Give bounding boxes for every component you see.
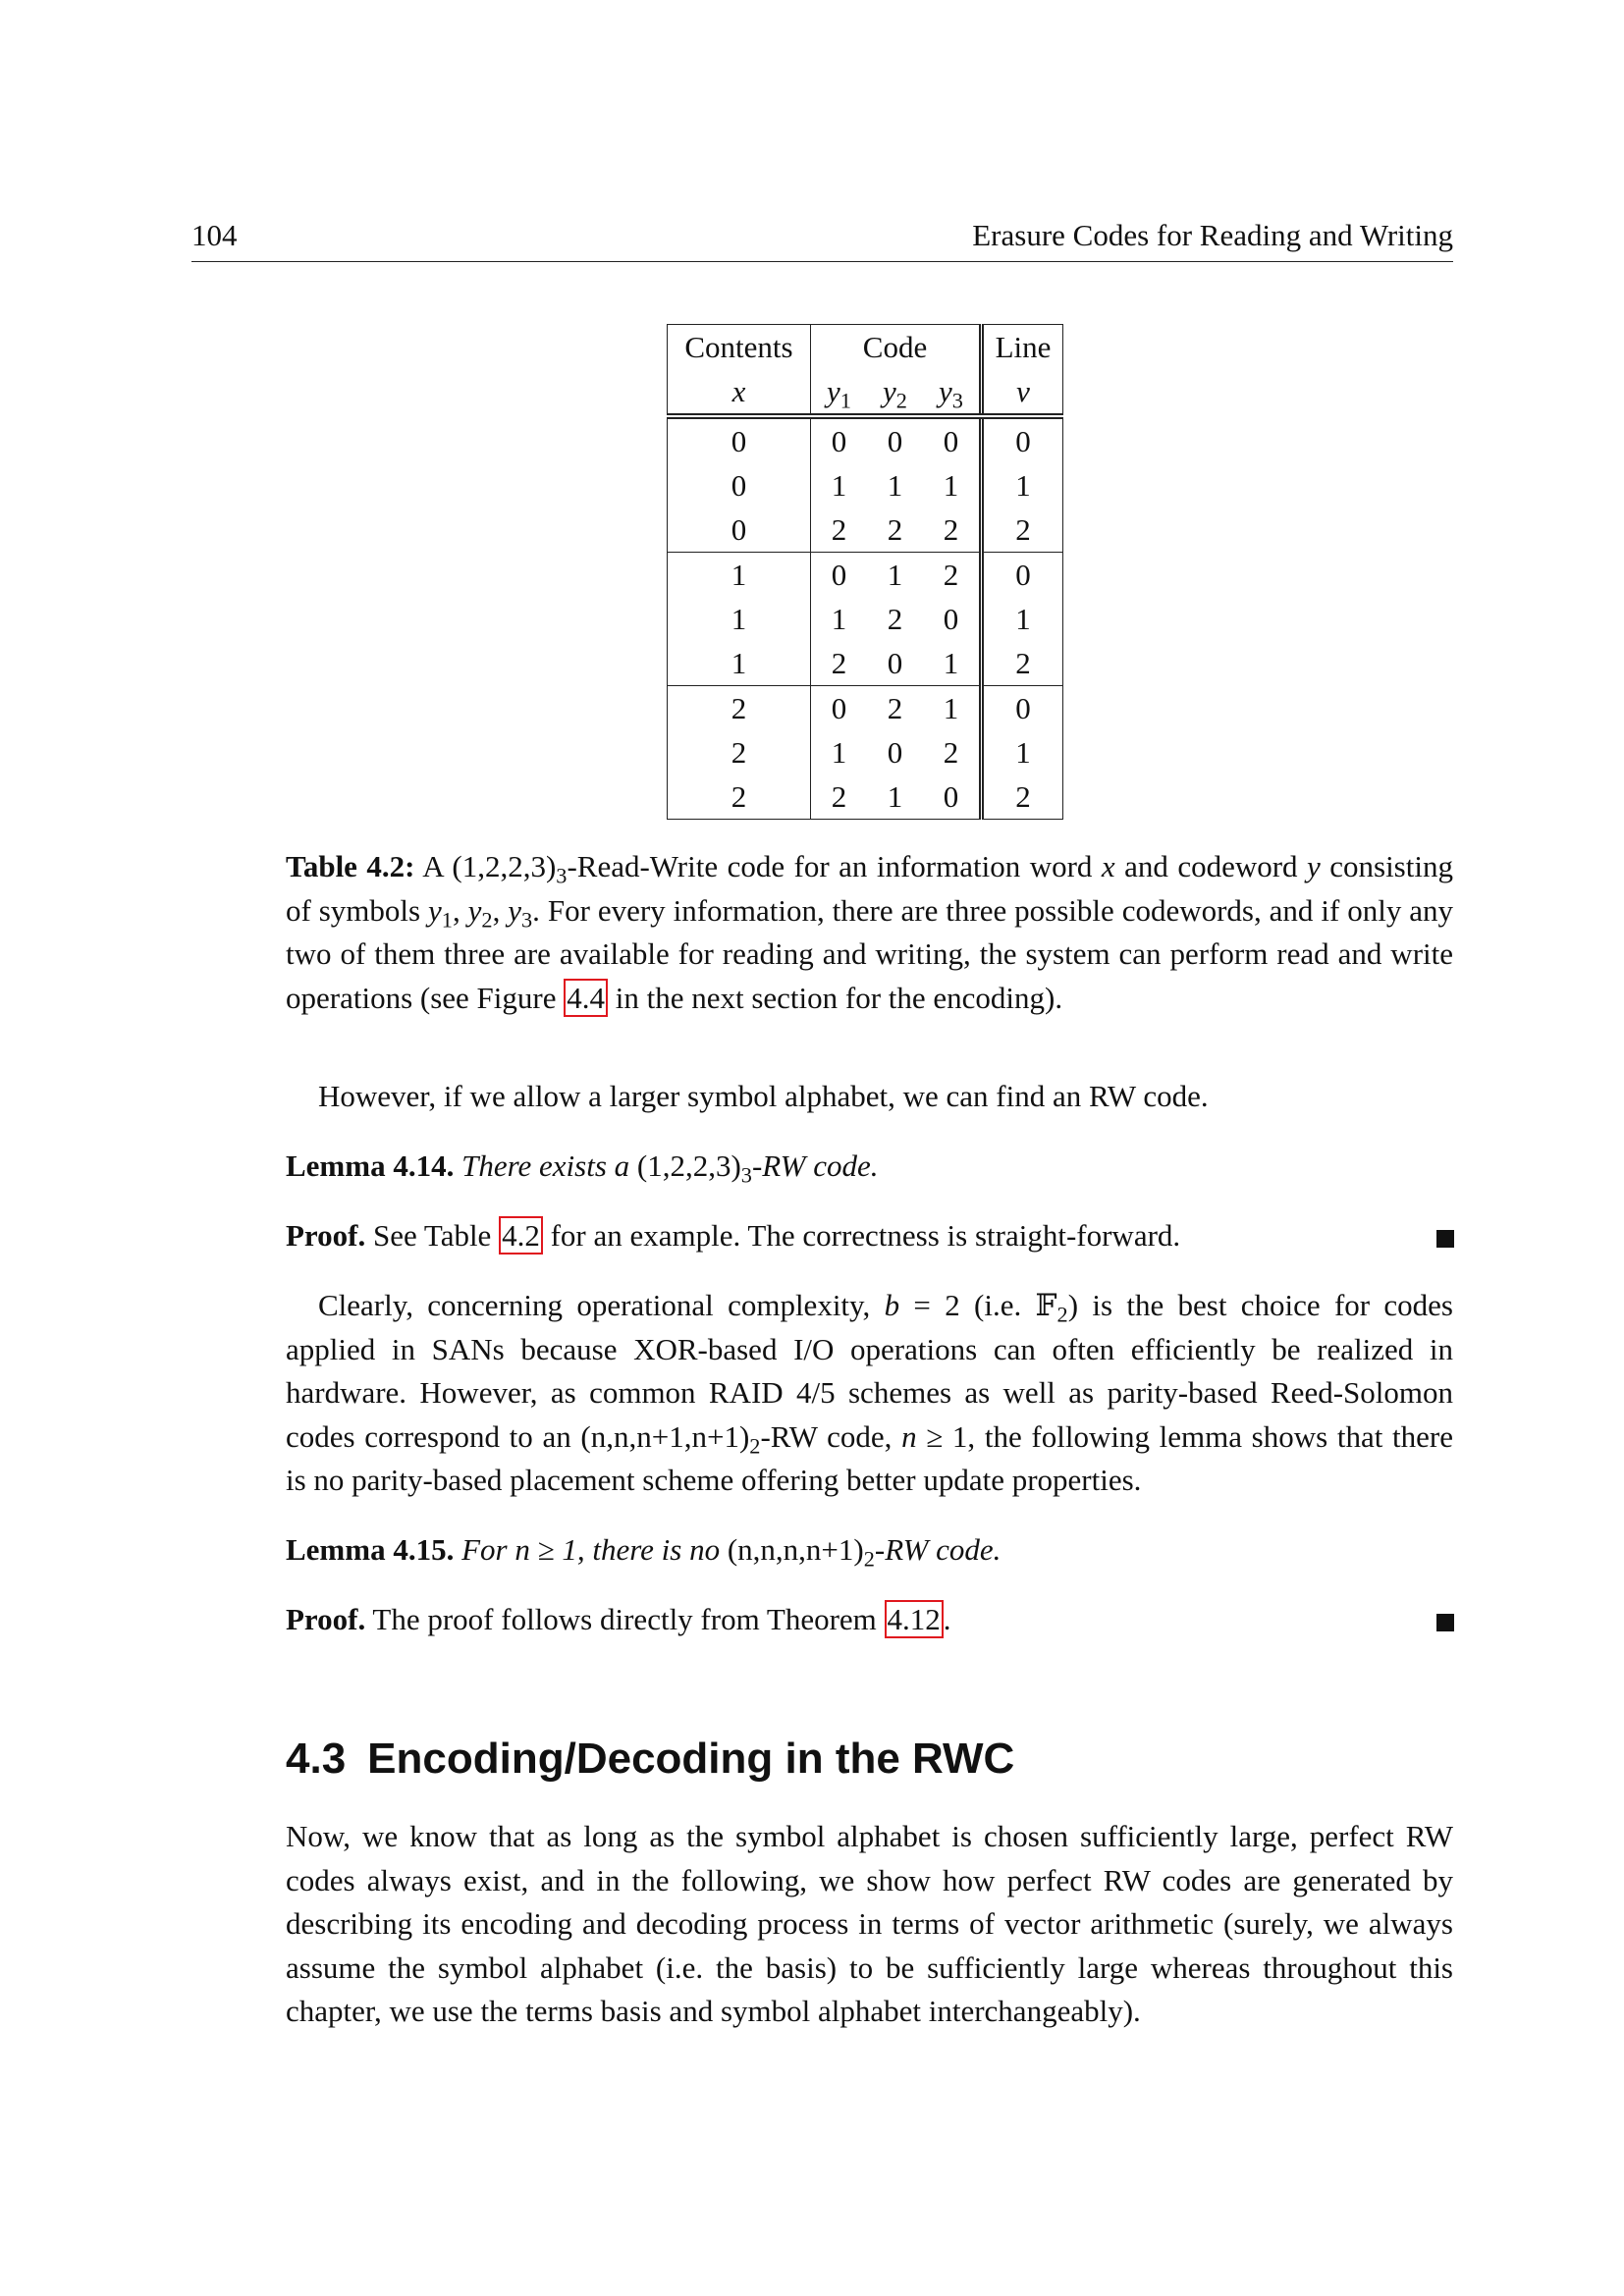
- cell-v: 2: [982, 507, 1063, 553]
- cell-y1: 2: [811, 774, 868, 820]
- table-caption: Table 4.2: A $(1,2,2,3)_3-Read$-Write code for an information word x and codeword y consisting of symbols $y_1$, $y_2$, $y_3$. For every information, there are three possible codewords, and if only any two of them three are available for reading and writing, the system can perform read and write operations (see Figure 4.4 in the next section for the encoding).: [286, 849, 1454, 1015]
- cell-x: 2: [668, 686, 811, 731]
- lemma-4-15: Lemma 4.15. For n ≥ 1, there is no $(n,n,n,n+1)_2-RW$ code.: [286, 1532, 1001, 1572]
- cell-x: 2: [668, 774, 811, 820]
- subheader-y2: $y_2$: [867, 369, 923, 416]
- cell-x: 2: [668, 730, 811, 774]
- proof-1: Proof. See Table 4.2 for an example. The correctness is straight-forward.: [286, 1218, 1181, 1253]
- table-header-row: [668, 325, 1063, 370]
- cell-v: 0: [982, 416, 1063, 463]
- subheader-x: x: [668, 369, 811, 416]
- table-subheader-row: [668, 369, 1063, 416]
- cell-y3: 2: [923, 507, 982, 553]
- cell-y2: 2: [887, 602, 903, 636]
- figure-ref-link[interactable]: 4.4: [564, 979, 608, 1017]
- cell-v: 0: [982, 686, 1063, 731]
- running-title: Erasure Codes for Reading and Writing: [972, 218, 1453, 252]
- cell-y2: 1: [867, 553, 923, 598]
- cell-y3: 2: [923, 553, 982, 598]
- running-header: [191, 218, 1453, 262]
- cell-y3: 2: [923, 730, 982, 774]
- cell-y1: 0: [811, 686, 868, 731]
- cell-y2: 0: [867, 416, 923, 463]
- table-row: [668, 416, 1063, 463]
- subheader-y1: $y_1$: [811, 369, 868, 416]
- page-number: 104: [191, 218, 238, 252]
- cell-y3: 1: [923, 686, 982, 731]
- table-row: [668, 463, 1063, 507]
- subheader-y3: $y_3$: [923, 369, 982, 416]
- cell-y2: 1: [887, 468, 903, 503]
- cell-y1: 2: [831, 646, 847, 680]
- cell-x: 0: [668, 416, 811, 463]
- cell-x: 1: [668, 641, 811, 686]
- table-row: [668, 774, 1063, 820]
- cell-x: 0: [668, 507, 811, 553]
- header-line: Line: [982, 325, 1063, 370]
- header-code: Code: [811, 325, 982, 370]
- cell-y2: 2: [887, 512, 903, 547]
- paragraph-larger-alphabet: However, if we allow a larger symbol alphabet, we can find an RW code.: [318, 1079, 1209, 1113]
- cell-x: 1: [668, 597, 811, 641]
- cell-v: 1: [982, 463, 1063, 507]
- cell-y2: 0: [887, 646, 903, 680]
- cell-y1: 1: [831, 468, 847, 503]
- proof-2: Proof. The proof follows directly from Theorem 4.12.: [286, 1602, 951, 1636]
- cell-v: 2: [982, 774, 1063, 820]
- cell-v: 1: [982, 597, 1063, 641]
- cell-x: 0: [668, 463, 811, 507]
- section-heading: 4.3 Encoding/Decoding in the RWC: [286, 1735, 1015, 1783]
- table-row: [668, 730, 1063, 774]
- table-row: [668, 507, 1063, 553]
- cell-y1: 2: [831, 512, 847, 547]
- theorem-ref-link[interactable]: 4.12: [885, 1600, 944, 1638]
- cell-v: 2: [982, 641, 1063, 686]
- table-row: [668, 553, 1063, 598]
- header-contents: Contents: [668, 325, 811, 370]
- cell-v: 0: [982, 553, 1063, 598]
- table-row: [668, 686, 1063, 731]
- cell-y3: 0: [923, 774, 982, 820]
- lemma-4-14: Lemma 4.14. There exists a $(1,2,2,3)_3-RW$ code.: [286, 1148, 879, 1188]
- cell-y3: 1: [923, 641, 982, 686]
- cell-v: 1: [982, 730, 1063, 774]
- cell-y1: 0: [811, 553, 868, 598]
- cell-y1: 1: [831, 602, 847, 636]
- code-table: [667, 324, 1063, 820]
- cell-y1: 0: [811, 416, 868, 463]
- cell-y1: 1: [831, 735, 847, 770]
- cell-x: 1: [668, 553, 811, 598]
- table-row: [668, 597, 1063, 641]
- cell-y2: 0: [887, 735, 903, 770]
- qed-square-icon: [1436, 1614, 1454, 1631]
- cell-y3: 0: [923, 597, 982, 641]
- paragraph-encoding-intro: Now, we know that as long as the symbol alphabet is chosen sufficiently large, perfect RW codes always exist, and in the following, we show how perfect RW codes are generated by describing its encoding and decoding process in terms of vector arithmetic (surely, we always assume the symbol alphabet (i.e. the basis) to be sufficiently large whereas throughout this chapter, we use the terms basis and symbol alphabet interchangeably).: [286, 1819, 1453, 2028]
- qed-square-icon: [1436, 1230, 1454, 1248]
- cell-y3: 1: [923, 463, 982, 507]
- table-row: [668, 641, 1063, 686]
- cell-y2: 2: [867, 686, 923, 731]
- table-ref-link[interactable]: 4.2: [499, 1216, 543, 1255]
- subheader-v: v: [982, 369, 1063, 416]
- paragraph-operational-complexity: Clearly, concerning operational complexity, b = 2 (i.e. 𝔽$_2$) is the best choice for codes applied in SANs because XOR-based I/O operations can often efficiently be realized in hardware. However, as common RAID 4/5 schemes as well as parity-based Reed-Solomon codes correspond to an $(n,n,n+1,n+1)_2-RW$ code, n ≥ 1, the following lemma shows that there is no parity-based placement scheme offering better update properties.: [286, 1288, 1453, 1497]
- cell-y3: 0: [923, 416, 982, 463]
- cell-y2: 1: [867, 774, 923, 820]
